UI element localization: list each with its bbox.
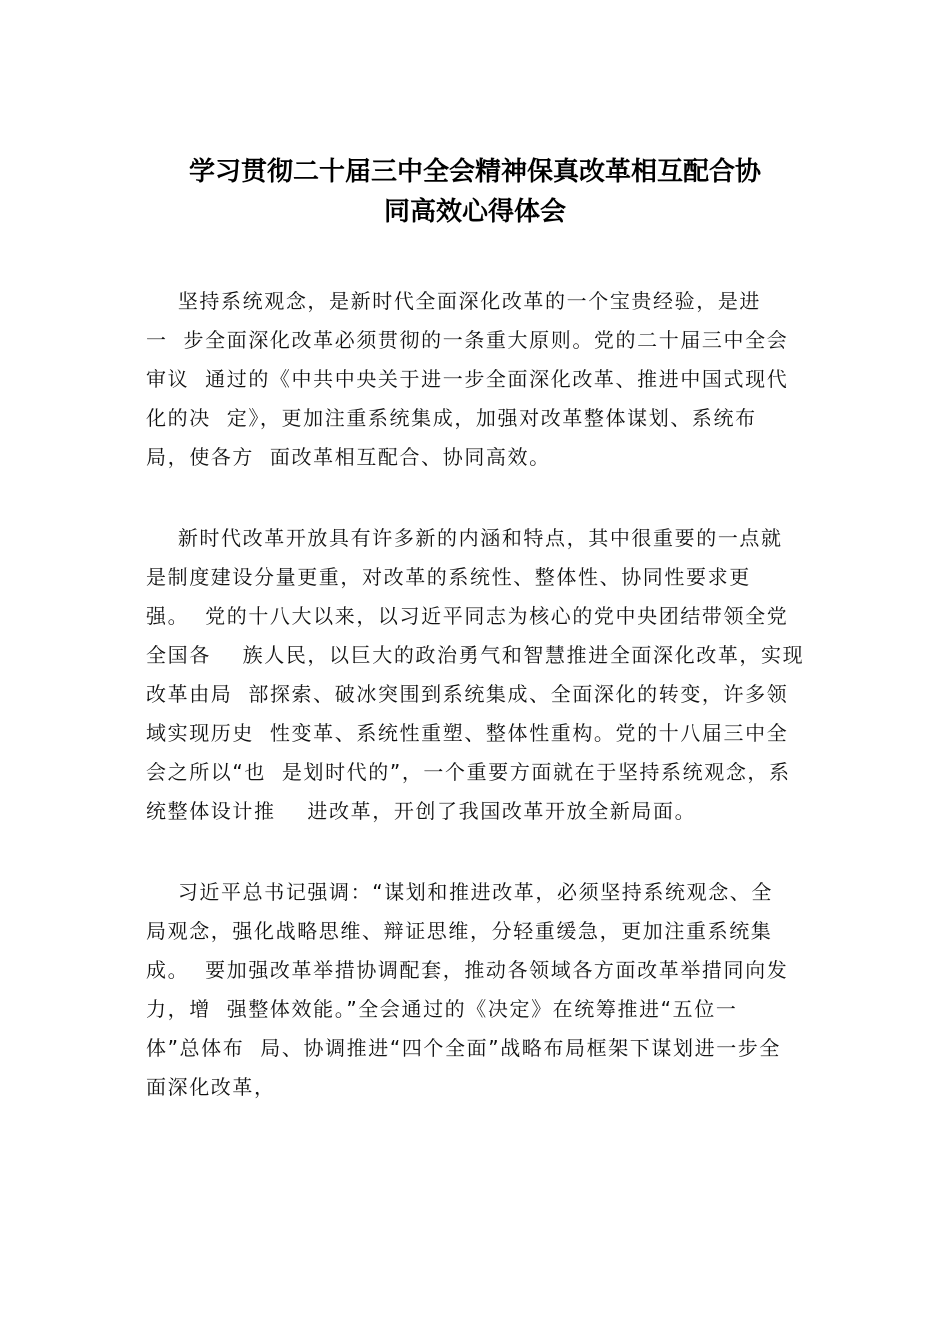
paragraph-2: [146, 519, 816, 831]
paragraph-line: 坚持系统观念，是新时代全面深化改革的一个宝贵经验，是进: [146, 289, 762, 313]
paragraph-line: 强。 党的十八大以来，以习近平同志为核心的党中央团结带领全党: [146, 604, 789, 628]
paragraph-line: 化的决 定》，更加注重系统集成，加强对改革整体谋划、系统布: [146, 406, 757, 430]
paragraph-3: [146, 873, 816, 1107]
paragraph-line: 会之所以“也 是划时代的”，一个重要方面就在于坚持系统观念，系: [146, 760, 791, 784]
paragraph-1: [146, 282, 816, 477]
title-line: 同高效心得体会: [383, 197, 566, 227]
document-body: [146, 282, 816, 1149]
paragraph-line: 统整体设计推 进改革，开创了我国改革开放全新局面。: [146, 799, 697, 823]
paragraph-line: 改革由局 部探索、破冰突围到系统集成、全面深化的转变，许多领: [146, 682, 789, 706]
paragraph-line: 全国各 族人民，以巨大的政治勇气和智慧推进全面深化改革，实现: [146, 643, 805, 667]
paragraph-line: 体”总体布 局、协调推进“四个全面”战略布局框架下谋划进一步全: [146, 1036, 781, 1060]
paragraph-line: 一 步全面深化改革必须贯彻的一条重大原则。党的二十届三中全会: [146, 328, 789, 352]
document-title: [120, 152, 830, 232]
paragraph-line: 新时代改革开放具有许多新的内涵和特点，其中很重要的一点就: [146, 526, 783, 550]
paragraph-line: 是制度建设分量更重，对改革的系统性、整体性、协同性要求更: [146, 565, 751, 589]
paragraph-line: 审议 通过的《中共中央关于进一步全面深化改革、推进中国式现代: [146, 367, 789, 391]
paragraph-line: 面深化改革，: [146, 1075, 276, 1099]
paragraph-line: 域实现历史 性变革、系统性重塑、整体性重构。党的十八届三中全: [146, 721, 789, 745]
paragraph-line: 力，增 强整体效能。”全会通过的《决定》在统筹推进“五位一: [146, 997, 738, 1021]
title-line: 学习贯彻二十届三中全会精神保真改革相互配合协: [188, 157, 761, 187]
paragraph-line: 习近平总书记强调：“谋划和推进改革，必须坚持系统观念、全: [146, 880, 773, 904]
paragraph-line: 成。 要加强改革举措协调配套，推动各领域各方面改革举措同向发: [146, 958, 789, 982]
paragraph-line: 局观念，强化战略思维、辩证思维，分轻重缓急，更加注重系统集: [146, 919, 773, 943]
paragraph-line: 局，使各方 面改革相互配合、协同高效。: [146, 445, 551, 469]
